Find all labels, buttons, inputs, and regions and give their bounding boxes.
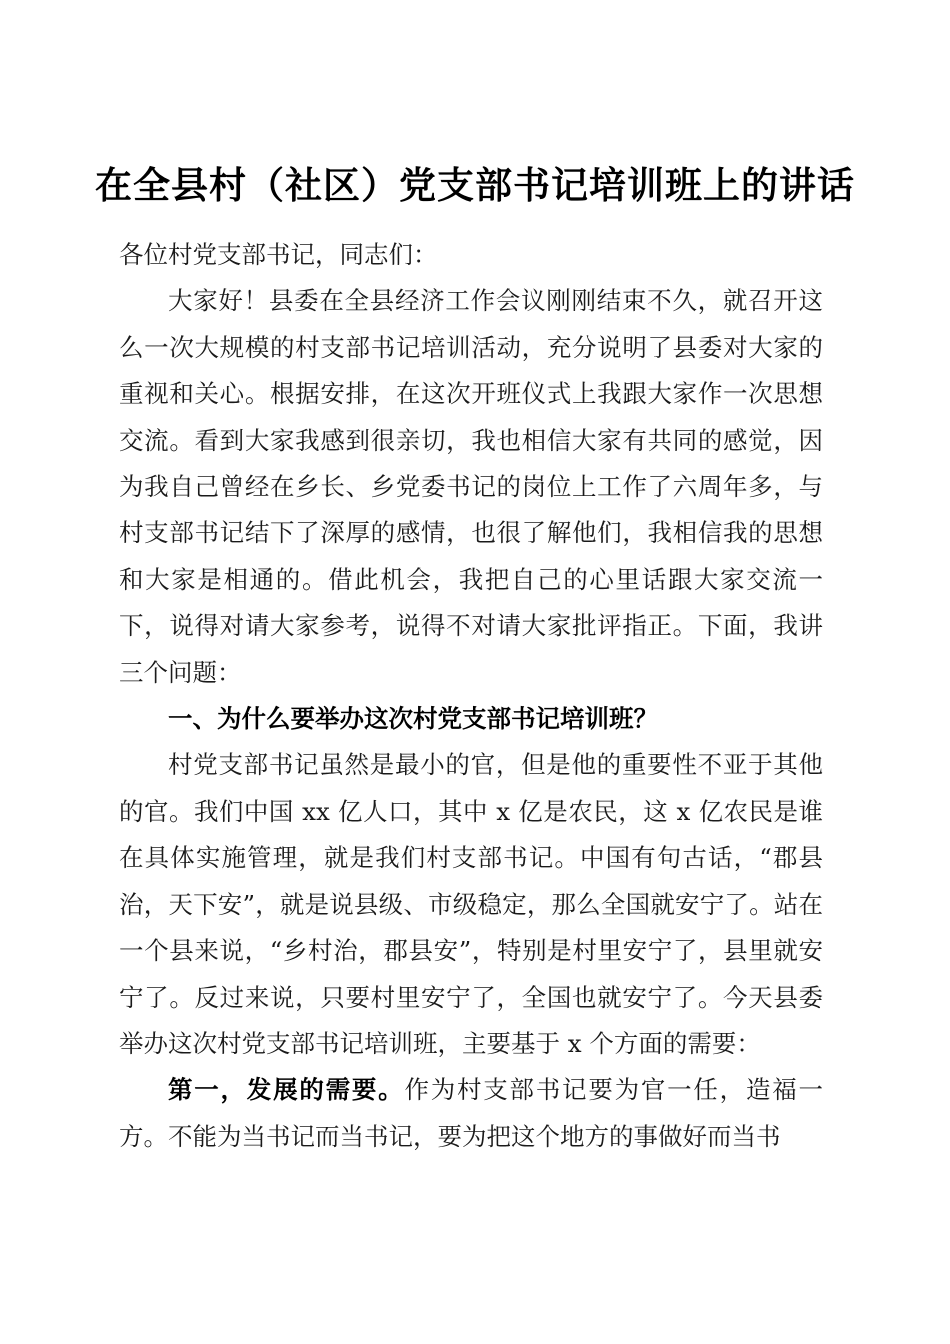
paragraph-rest-text: 作为村支部书记要为官一任，造福一方。不能为当书记而当书记，要为把这个地方的事做好而当书 [119, 1075, 823, 1151]
paragraph-opening: 大家好！县委在全县经济工作会议刚刚结束不久，就召开这么一次大规模的村支部书记培训活动，充分说明了县委对大家的重视和关心。根据安排，在这次开班仪式上我跟大家作一次思想交流。看到大家我感到很亲切，我也相信大家有共同的感觉，因为我自己曾经在乡长、乡党委书记的岗位上工作了六周年多，与村支部书记结下了深厚的感情，也很了解他们，我相信我的思想和大家是相通的。借此机会，我把自己的心里话跟大家交流一下，说得对请大家参考，说得不对请大家批评指正。下面，我讲三个问题： [119, 286, 823, 687]
salutation: 各位村党支部书记，同志们： [119, 240, 438, 269]
section-heading-1: 一、为什么要举办这次村党支部书记培训班？ [168, 704, 658, 734]
paragraph-development-need [119, 1067, 823, 1160]
document-title: 在全县村（社区）党支部书记培训班上的讲话 [95, 162, 855, 207]
paragraph-lead-bold: 第一，发展的需要。 [168, 1075, 405, 1105]
document-body [119, 232, 823, 1160]
paragraph-village-secretary-importance: 村党支部书记虽然是最小的官，但是他的重要性不亚于其他的官。我们中国 xx 亿人口，其中 x 亿是农民，这 x 亿农民是谁在具体实施管理，就是我们村支部书记。中国有句古话，“郡县治，天下安”，就是说县级、市级稳定，那么全国就安宁了。站在一个县来说，“乡村治，郡县安”，特别是村里安宁了，县里就安宁了。反过来说，只要村里安宁了，全国也就安宁了。今天县委举办这次村党支部书记培训班，主要基于 x 个方面的需要： [119, 750, 823, 1058]
